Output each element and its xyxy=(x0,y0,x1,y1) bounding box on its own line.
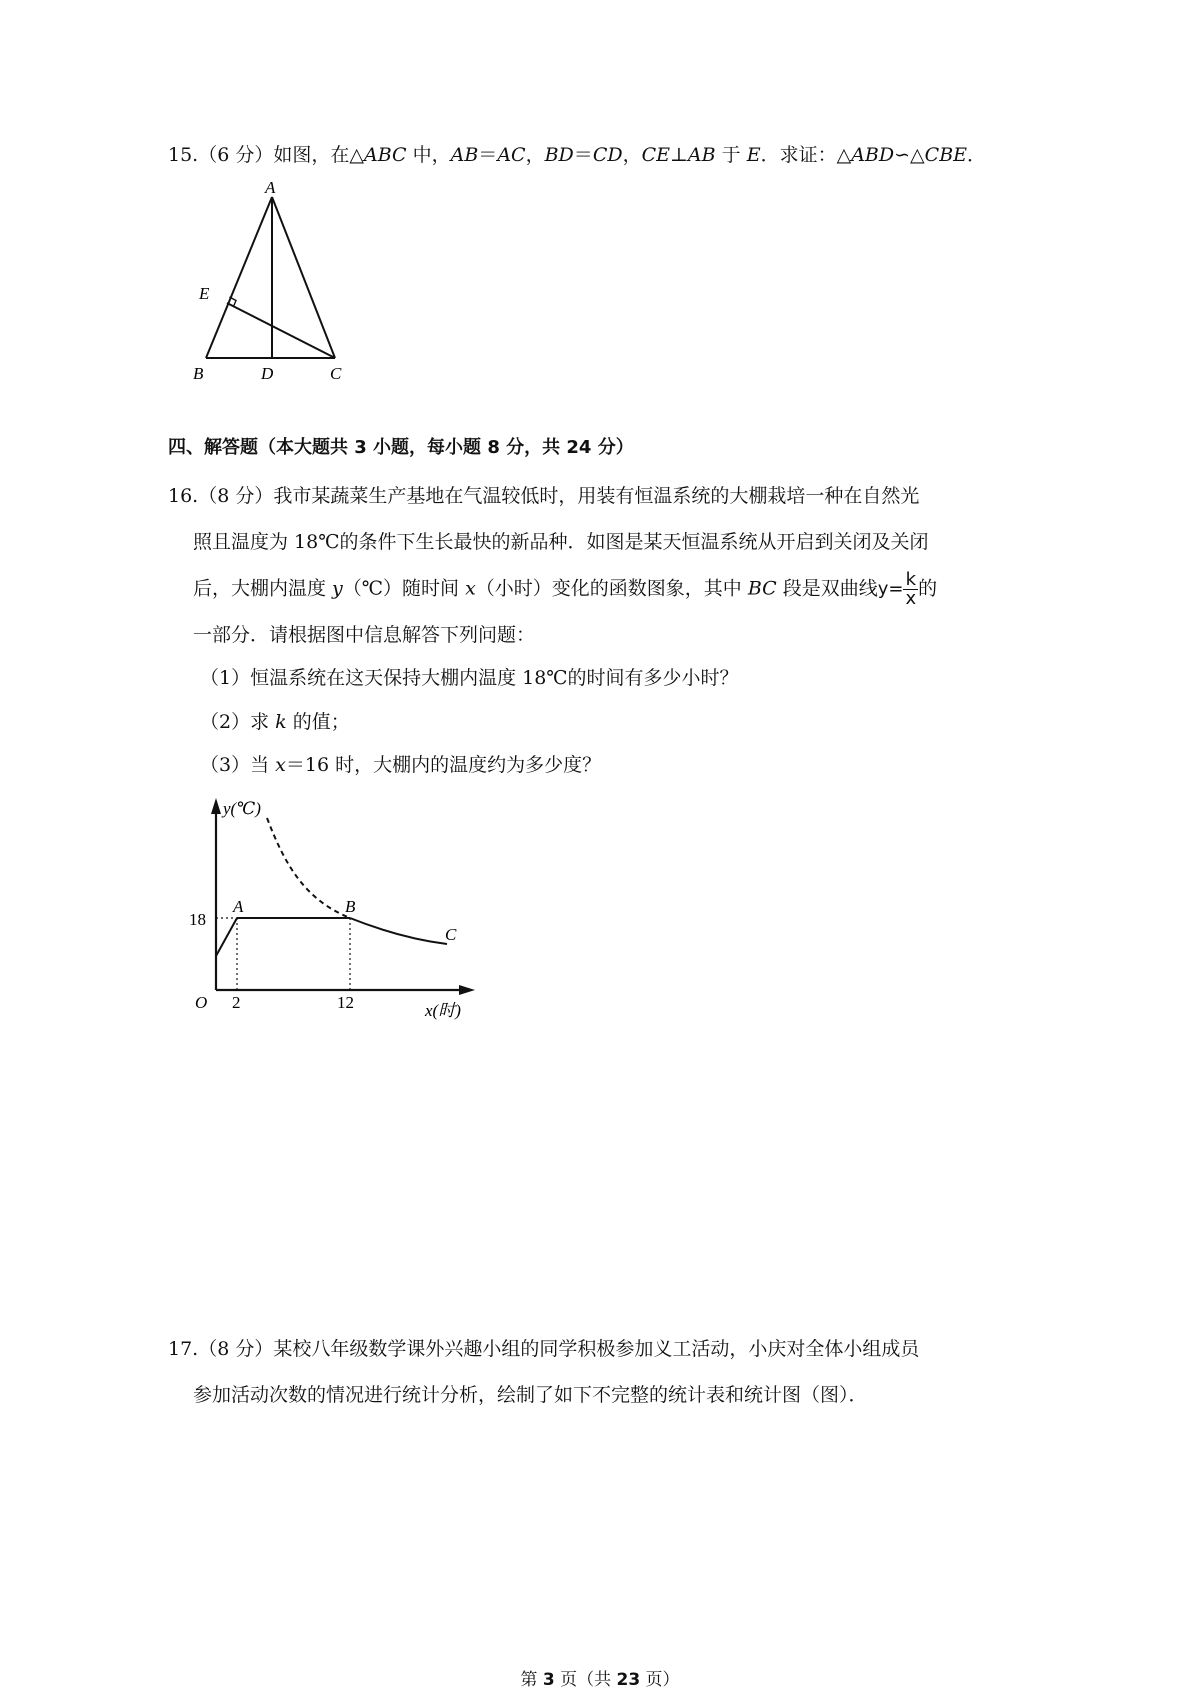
point-a-label: A xyxy=(233,897,244,916)
point-c-label: C xyxy=(445,925,457,944)
x-tick-2: 2 xyxy=(232,993,241,1012)
q16-line4: 一部分．请根据图中信息解答下列问题： xyxy=(193,624,536,646)
x-axis-arrow xyxy=(459,985,475,995)
section-heading: 四、解答题（本大题共 3 小题，每小题 8 分，共 24 分） xyxy=(168,437,634,458)
origin-label: O xyxy=(195,993,208,1012)
x-tick-12: 12 xyxy=(337,993,354,1012)
label-e: E xyxy=(199,284,210,303)
q16-sub1: （1）恒温系统在这天保持大棚内温度 18℃的时间有多少小时？ xyxy=(200,667,739,689)
side-ab xyxy=(206,197,272,358)
q16-sub3: （3）当 x＝16 时，大棚内的温度约为多少度？ xyxy=(200,754,602,776)
segment-ce xyxy=(227,303,335,358)
q16-line1: 16.（8 分）我市某蔬菜生产基地在气温较低时，用装有恒温系统的大棚栽培一种在自然光 xyxy=(168,485,920,507)
side-ac xyxy=(272,197,335,358)
label-c: C xyxy=(330,364,342,383)
q17-line1: 17.（8 分）某校八年级数学课外兴趣小组的同学积极参加义工活动，小庆对全体小组成员 xyxy=(168,1338,920,1360)
y-axis-arrow xyxy=(211,798,221,814)
label-b: B xyxy=(193,364,204,383)
formula-fraction: $\frac{k}{x}$ xyxy=(905,569,917,609)
q16-temperature-graph xyxy=(185,790,485,1025)
point-b-label: B xyxy=(345,897,356,916)
q15-statement: 15.（6 分）如图，在△ABC 中，AB＝AC，BD＝CD，CE⊥AB 于 E．求证：△ABD∽△CBE． xyxy=(168,144,987,166)
q16-line2: 照且温度为 18℃的条件下生长最快的新品种．如图是某天恒温系统从开启到关闭及关闭 xyxy=(193,531,929,553)
q16-line3: 后，大棚内温度 y（℃）随时间 x（小时）变化的函数图象，其中 BC 段是双曲线y= $\frac{k}{x}$ 的 xyxy=(193,569,938,609)
q15-triangle-figure xyxy=(185,175,365,385)
curve-bc xyxy=(350,918,447,944)
segment-oa xyxy=(216,918,237,956)
y-axis-label: y(℃) xyxy=(223,799,261,818)
x-axis-label: x(时) xyxy=(425,1001,461,1020)
label-d: D xyxy=(261,364,274,383)
dashed-hyperbola xyxy=(267,818,350,918)
q16-sub2: （2）求 k 的值； xyxy=(200,711,350,733)
y-tick-18: 18 xyxy=(189,910,206,929)
page-footer: 第 3 页（共 23 页） xyxy=(520,1670,680,1690)
formula-lhs: y= xyxy=(877,578,904,600)
q17-line2: 参加活动次数的情况进行统计分析，绘制了如下不完整的统计表和统计图（图）． xyxy=(193,1384,868,1406)
label-a: A xyxy=(265,178,276,197)
